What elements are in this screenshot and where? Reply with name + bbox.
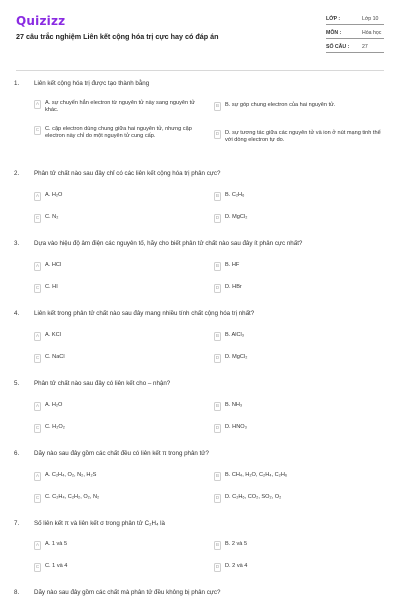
- option-text: B. HF: [225, 262, 240, 268]
- option-a[interactable]: [34, 541, 67, 550]
- option-c[interactable]: [34, 126, 205, 140]
- option-b[interactable]: [214, 402, 242, 411]
- option-text: B. CH₄, H₂O, C₂H₄, C₂H₆: [225, 472, 288, 478]
- option-text: D. MgCl₂: [225, 354, 248, 360]
- option-letter-box: D: [215, 286, 220, 291]
- option-a[interactable]: [34, 472, 96, 481]
- divider: [326, 38, 384, 39]
- option-letter-box: A: [35, 474, 40, 479]
- option-text: D. HNO₃: [225, 424, 247, 430]
- option-text: C. N₂: [45, 214, 59, 220]
- option-text: D. HBr: [225, 284, 242, 290]
- option-text: C. C₂H₄, C₂H₂, O₂, N₂: [45, 494, 100, 500]
- question-text: Dãy nào sau đây gồm các chất mà phân tử đều không bị phân cực?: [34, 589, 221, 596]
- meta-subject-value: Hóa học: [362, 30, 382, 36]
- option-b[interactable]: [214, 472, 287, 481]
- option-text: A. 1 và 5: [45, 541, 68, 547]
- question-text: Dựa vào hiệu độ âm điện các nguyên tố, hãy cho biết phân tử chất nào sau đây ít phân cực nhất?: [34, 240, 303, 247]
- option-text: C. H₂O₂: [45, 424, 65, 430]
- divider: [326, 24, 384, 25]
- question-number: 4.: [14, 310, 20, 317]
- option-letter-box: A: [35, 102, 40, 107]
- option-text: D. 2 và 4: [225, 563, 248, 569]
- option-text: B. 2 và 5: [225, 541, 248, 547]
- question-number: 5.: [14, 380, 20, 387]
- question-number: 2.: [14, 170, 20, 177]
- option-text: D. C₂H₆, CO₂, SO₂, O₂: [225, 494, 282, 500]
- option-letter-box: A: [35, 543, 40, 548]
- option-text: C. HI: [45, 284, 58, 290]
- option-c[interactable]: [34, 354, 65, 363]
- option-c[interactable]: [34, 563, 67, 572]
- option-letter-box: A: [35, 264, 40, 269]
- option-letter-box: C: [35, 286, 40, 291]
- question-text: Phân tử chất nào sau đây chỉ có các liên kết cộng hóa trị phân cực?: [34, 170, 221, 177]
- option-d[interactable]: [214, 494, 281, 503]
- option-letter-box: C: [35, 128, 40, 133]
- option-text: C. NaCl: [45, 354, 65, 360]
- question-text: Liên kết trong phân tử chất nào sau đây mang nhiều tính chất cộng hóa trị nhất?: [34, 310, 255, 317]
- option-letter-box: B: [215, 264, 220, 269]
- option-b[interactable]: [214, 262, 239, 271]
- option-d[interactable]: [214, 354, 247, 363]
- option-letter-box: C: [35, 565, 40, 570]
- option-letter-box: B: [215, 194, 220, 199]
- meta-grade-label: LỚP :: [326, 16, 341, 22]
- option-text: A. KCl: [45, 332, 61, 338]
- header-divider: [16, 70, 384, 71]
- option-c[interactable]: [34, 214, 58, 223]
- option-text: B. sự góp chung electron của hai nguyên tử.: [225, 102, 336, 108]
- option-text: A. C₂H₄, O₂, N₂, H₂S: [45, 472, 97, 478]
- option-d[interactable]: [214, 563, 247, 572]
- option-text: B. AlCl₃: [225, 332, 245, 338]
- option-letter-box: D: [215, 565, 220, 570]
- option-letter-box: D: [215, 426, 220, 431]
- option-letter-box: B: [215, 474, 220, 479]
- meta-count-value: 27: [362, 44, 368, 50]
- option-a[interactable]: [34, 100, 205, 114]
- question-text: Phân tử chất nào sau đây có liên kết cho – nhận?: [34, 380, 171, 387]
- option-letter-box: A: [35, 404, 40, 409]
- option-d[interactable]: [214, 284, 242, 293]
- option-d[interactable]: [214, 424, 247, 433]
- option-c[interactable]: [34, 284, 58, 293]
- option-letter-box: C: [35, 216, 40, 221]
- question-text: Dãy nào sau đây gồm các chất đều có liên kết π trong phân tử?: [34, 450, 209, 457]
- divider: [326, 52, 384, 53]
- option-d[interactable]: [214, 130, 385, 144]
- option-a[interactable]: [34, 262, 61, 271]
- option-letter-box: D: [215, 216, 220, 221]
- option-letter-box: C: [35, 356, 40, 361]
- option-letter-box: D: [215, 496, 220, 501]
- option-letter-box: B: [215, 404, 220, 409]
- option-text: D. sự tương tác giữa các nguyên tử và ion ở nút mạng tinh thể với dòng electron tự do.: [225, 130, 381, 143]
- option-letter-box: C: [35, 426, 40, 431]
- meta-subject-label: MÔN :: [326, 30, 342, 36]
- option-letter-box: C: [35, 496, 40, 501]
- option-text: C. cặp electron dùng chung giữa hai nguyên tử, nhưng cặp electron này chỉ do một nguyên tử cung cấp.: [45, 126, 192, 139]
- option-text: B. NH₃: [225, 402, 243, 408]
- option-c[interactable]: [34, 424, 65, 433]
- question-number: 7.: [14, 520, 20, 527]
- option-letter-box: B: [215, 543, 220, 548]
- quizizz-logo: Quizizz: [16, 14, 66, 28]
- question-number: 8.: [14, 589, 20, 596]
- question-text: Liên kết cộng hóa trị được tạo thành bằng: [34, 80, 150, 87]
- option-b[interactable]: [214, 332, 244, 341]
- option-b[interactable]: [214, 541, 247, 550]
- option-d[interactable]: [214, 214, 247, 223]
- option-text: A. H₂O: [45, 402, 63, 408]
- option-b[interactable]: [214, 192, 244, 201]
- question-text: Số liên kết π và liên kết σ trong phân tử C₂H₄ là: [34, 520, 166, 527]
- option-c[interactable]: [34, 494, 99, 503]
- option-letter-box: B: [215, 334, 220, 339]
- meta-count-label: SỐ CÂU :: [326, 44, 350, 50]
- option-text: A. HCl: [45, 262, 62, 268]
- option-text: A. H₂O: [45, 192, 63, 198]
- question-number: 6.: [14, 450, 20, 457]
- question-number: 1.: [14, 80, 20, 87]
- page-title: 27 câu trắc nghiệm Liên kết cộng hóa trị cực hay có đáp án: [16, 32, 219, 41]
- option-a[interactable]: [34, 192, 62, 201]
- option-text: A. sự chuyển hẳn electron từ nguyên tử này sang nguyên tử khác.: [45, 100, 195, 113]
- meta-grade-value: Lớp 10: [362, 16, 379, 22]
- option-letter-box: A: [35, 334, 40, 339]
- page-header: [0, 0, 400, 64]
- question-number: 3.: [14, 240, 20, 247]
- option-letter-box: D: [215, 132, 220, 137]
- option-letter-box: A: [35, 194, 40, 199]
- option-text: D. MgCl₂: [225, 214, 248, 220]
- option-text: C. 1 và 4: [45, 563, 68, 569]
- option-text: B. C₂H₆: [225, 192, 245, 198]
- option-a[interactable]: [34, 402, 62, 411]
- option-b[interactable]: [214, 102, 335, 111]
- option-letter-box: D: [215, 356, 220, 361]
- option-letter-box: B: [215, 104, 220, 109]
- option-a[interactable]: [34, 332, 61, 341]
